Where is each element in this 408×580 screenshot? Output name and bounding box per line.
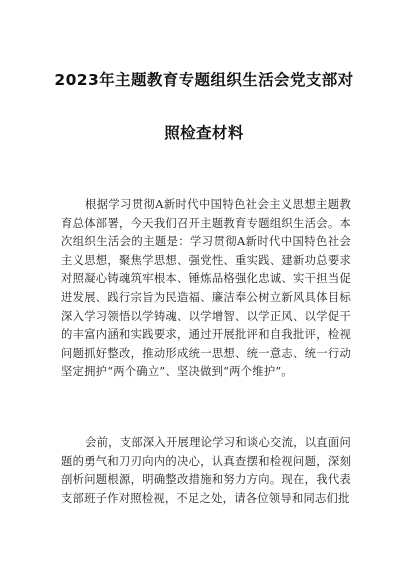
document-title-line-2: 照检查材料 [164, 124, 244, 142]
document-title-line-1: 2023年主题教育专题组织生活会党支部对 [54, 71, 354, 89]
body-paragraph-2: 会前，支部深入开展理论学习和谈心交流，以直面问题的勇气和刀刃向内的决心，认真查摆和检视问题，深刻剖析问题根源，明确整改措施和努力方向。现在，我代表支部班子作对照检视，不足之处，请各位领导和同志们批 [61, 436, 351, 505]
body-paragraph-1: 根据学习贯彻A新时代中国特色社会主义思想主题教育总体部署，今天我们召开主题教育专题组织生活会。本次组织生活会的主题是：学习贯彻A新时代中国特色社会主义思想，聚焦学思想、强党性、重实践、建新功总要求对照凝心铸魂筑牢根本、锤炼品格强化忠诚、实干担当促进发展、践行宗旨为民造福、廉洁奉公树立新风具体目标深入学习领悟以学铸魂、以学增智、以学正风、以学促干的丰富内涵和实践要求，通过开展批评和自我批评，检视问题抓好整改，推动形成统一思想、统一意志、统一行动坚定拥护“两个确立”、坚决做到“两个维护”。 [61, 198, 351, 379]
